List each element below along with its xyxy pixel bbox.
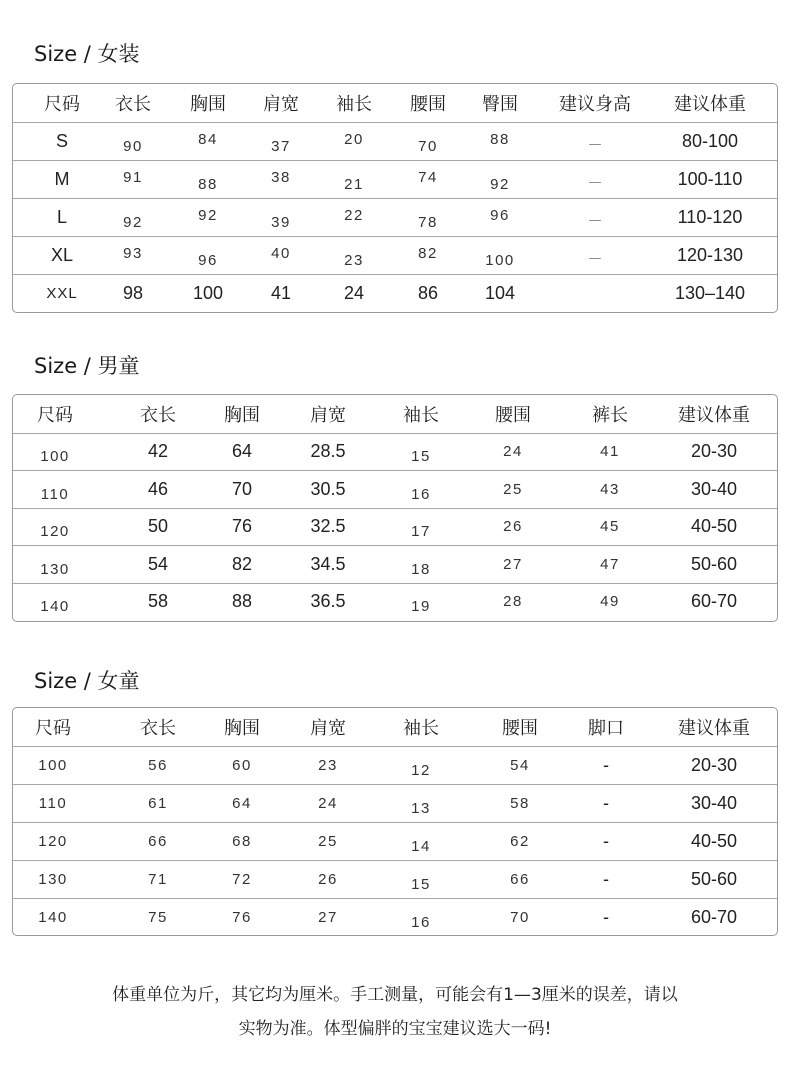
table-cell: 71 [148,871,168,888]
table-cell: 74 [418,169,438,186]
table-row [13,433,777,471]
table-cell: 37 [271,138,291,155]
table-cell: 23 [344,252,364,269]
table-row [13,274,777,312]
table-row [13,236,777,274]
column-header: 裤长 [592,404,628,426]
table-cell: 20 [344,131,364,148]
table-cell: — [588,213,602,228]
table-cell: 54 [147,553,169,574]
table-cell: M [54,169,70,189]
table-cell: 24 [343,283,365,303]
table-cell: 41 [600,443,620,461]
table-cell: 42 [147,441,169,462]
table-cell: 98 [122,283,144,303]
table-cell: 84 [198,131,218,148]
table-cell: 39 [271,214,291,231]
table-cell: 68 [232,833,252,850]
column-header: 胸围 [224,718,260,739]
table-cell: 60-70 [690,591,738,612]
table-cell: 18 [411,560,431,578]
table-cell: 120-130 [676,245,744,265]
table-cell: 54 [510,757,530,774]
table-row [13,198,777,236]
table-cell: 32.5 [310,516,346,537]
table-cell: 75 [148,909,168,926]
table-cell: 72 [232,871,252,888]
table-cell: - [603,869,609,889]
girls-size-table [12,707,778,936]
table-cell: — [588,137,602,152]
table-cell: 78 [418,214,438,231]
table-cell: 140 [38,909,68,926]
table-cell: 64 [231,441,253,462]
column-header: 臀围 [482,94,518,115]
table-cell: 76 [232,909,252,926]
table-cell: 46 [147,478,169,499]
column-header: 衣长 [115,94,151,115]
table-cell: 50-60 [690,869,738,889]
table-cell: - [603,907,609,927]
table-cell: 40-50 [690,516,738,537]
column-header: 腰围 [502,718,538,739]
table-cell: 91 [123,169,143,186]
table-cell: S [55,131,69,151]
table-cell: 66 [510,871,530,888]
table-cell: 60-70 [690,907,738,927]
table-cell: 61 [148,795,168,812]
column-header: 胸围 [224,404,260,426]
table-cell: 28.5 [310,441,346,462]
table-cell: 40-50 [690,831,738,851]
table-cell: XL [50,245,74,265]
column-header: 建议体重 [674,94,746,115]
table-cell: 21 [344,176,364,193]
table-cell: 50 [147,516,169,537]
table-header-row [13,708,777,746]
table-cell: 58 [147,591,169,612]
table-cell: 110 [40,485,70,503]
table-cell: — [588,175,602,190]
table-header-row [13,84,777,122]
table-cell: 70 [231,478,253,499]
table-cell: 27 [318,909,338,926]
table-cell: 130 [40,560,70,578]
table-cell: 30-40 [690,793,738,813]
table-cell: 104 [484,283,516,303]
table-cell: 88 [231,591,253,612]
table-cell: 100-110 [677,169,743,189]
table-cell: 100 [485,252,515,269]
column-header: 尺码 [35,718,71,739]
table-cell: 130–140 [674,283,746,303]
table-cell: 92 [123,214,143,231]
table-cell: 62 [510,833,530,850]
table-cell: 92 [198,207,218,224]
column-header: 腰围 [495,404,531,426]
table-row [13,898,777,936]
table-cell: 23 [318,757,338,774]
table-cell: XXL [46,285,78,302]
table-cell: 56 [148,757,168,774]
women-size-table [12,83,778,313]
table-cell: 130 [38,871,68,888]
note-line-2: 实物为准。体型偏胖的宝宝建议选大一码! [238,1019,552,1039]
table-cell: 14 [411,838,431,855]
table-cell: 93 [123,245,143,262]
table-cell: 30.5 [310,478,346,499]
table-cell: 110 [38,795,68,812]
table-header-row [13,395,777,433]
column-header: 衣长 [140,404,176,426]
table-cell: 30-40 [690,478,738,499]
table-row [13,746,777,784]
column-header: 肩宽 [310,404,346,426]
measurement-note [0,978,790,1046]
column-header: 衣长 [140,718,176,739]
table-cell: 24 [318,795,338,812]
column-header: 肩宽 [263,94,299,115]
table-cell: 38 [271,169,291,186]
table-cell: 100 [192,283,224,303]
column-header: 建议体重 [678,404,750,426]
table-cell: 36.5 [310,591,346,612]
table-cell: 24 [503,443,523,461]
table-cell: 22 [344,207,364,224]
table-row [13,470,777,508]
table-cell: 70 [418,138,438,155]
column-header: 腰围 [410,94,446,115]
table-row [13,545,777,583]
note-line-1: 体重单位为斤，其它均为厘米。手工测量，可能会有1—3厘米的误差，请以 [112,985,678,1005]
table-cell: 12 [411,762,431,779]
girls-section-title: Size / 女童 [34,669,140,693]
table-row [13,160,777,198]
table-cell: 34.5 [310,553,346,574]
table-cell: 90 [123,138,143,155]
table-cell: 15 [411,876,431,893]
table-cell: L [56,207,68,227]
table-cell: 50-60 [690,553,738,574]
table-cell: 45 [600,518,620,536]
column-header: 肩宽 [310,718,346,739]
table-cell: 88 [198,176,218,193]
table-cell: - [603,793,609,813]
table-cell: 47 [600,555,620,573]
table-cell: 41 [270,283,292,303]
table-cell: 17 [411,523,431,541]
table-cell: 28 [503,593,523,611]
column-header: 脚口 [588,718,624,739]
table-cell: 43 [600,480,620,498]
column-header: 袖长 [403,718,439,739]
table-row [13,860,777,898]
table-cell: 25 [318,833,338,850]
column-header: 尺码 [44,94,80,115]
table-cell: 64 [232,795,252,812]
table-cell: 66 [148,833,168,850]
table-cell: 40 [271,245,291,262]
table-row [13,583,777,621]
table-cell: 100 [38,757,68,774]
column-header: 尺码 [37,404,73,426]
table-cell: — [588,251,602,266]
table-cell: 96 [490,207,510,224]
boys-section-title: Size / 男童 [34,354,140,378]
table-cell: 92 [490,176,510,193]
table-cell: 15 [411,448,431,466]
table-row [13,822,777,860]
table-cell: 19 [411,598,431,616]
column-header: 袖长 [336,94,372,115]
table-cell: 60 [232,757,252,774]
column-header: 胸围 [190,94,226,115]
column-header: 袖长 [403,404,439,426]
table-cell: 96 [198,252,218,269]
table-cell: 25 [503,480,523,498]
table-cell: 88 [490,131,510,148]
table-cell: 86 [417,283,439,303]
table-row [13,122,777,160]
table-cell: 49 [600,593,620,611]
boys-size-table [12,394,778,622]
table-cell: 27 [503,555,523,573]
women-section-title: Size / 女装 [34,42,140,66]
table-cell: 100 [40,448,70,466]
table-cell: 120 [40,523,70,541]
table-cell: 16 [411,485,431,503]
table-cell: 76 [231,516,253,537]
table-cell: 26 [503,518,523,536]
table-cell: 110-120 [677,207,743,227]
table-cell: 120 [38,833,68,850]
table-cell: 140 [40,598,70,616]
table-cell: 13 [411,800,431,817]
table-row [13,784,777,822]
table-row [13,508,777,546]
table-cell: 70 [510,909,530,926]
table-cell: 20-30 [690,755,738,775]
table-cell: 26 [318,871,338,888]
table-cell: 20-30 [690,441,738,462]
table-cell: 82 [418,245,438,262]
column-header: 建议身高 [559,94,631,115]
table-cell: - [603,755,609,775]
table-cell: 16 [411,914,431,931]
table-cell: 80-100 [681,131,739,151]
table-cell: - [603,831,609,851]
column-header: 建议体重 [678,718,750,739]
table-cell: 82 [231,553,253,574]
table-cell: 58 [510,795,530,812]
